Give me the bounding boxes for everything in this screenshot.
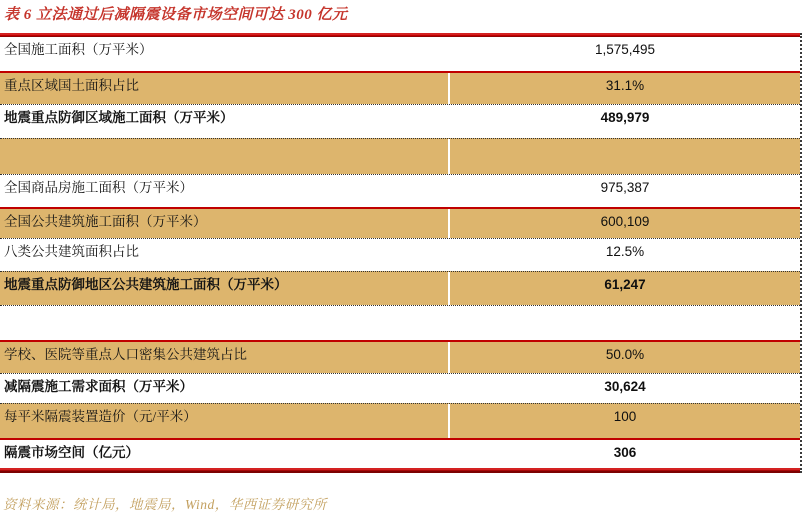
table-row	[0, 271, 800, 305]
row-label	[0, 306, 448, 340]
row-value: 1,575,495	[448, 37, 800, 71]
row-label: 地震重点防御地区公共建筑施工面积（万平米）	[4, 277, 288, 292]
row-label: 八类公共建筑面积占比	[4, 244, 139, 259]
table-row	[0, 373, 800, 403]
table-row	[0, 37, 800, 71]
row-label: 全国商品房施工面积（万平米）	[4, 180, 193, 195]
row-label: 学校、医院等重点人口密集公共建筑占比	[4, 347, 247, 362]
table-title: 表 6 立法通过后减隔震设备市场空间可达 300 亿元	[4, 7, 348, 23]
table-row	[0, 207, 800, 238]
row-label	[0, 139, 448, 174]
row-label: 每平米隔震装置造价（元/平米）	[4, 409, 197, 424]
table-row	[0, 238, 800, 271]
row-value: 30,624	[448, 374, 800, 403]
row-value: 489,979	[448, 105, 800, 138]
row-label: 重点区域国土面积占比	[4, 78, 139, 93]
row-value: 61,247	[448, 272, 800, 305]
table-rows	[0, 37, 800, 468]
table-bottom-border	[0, 468, 800, 473]
row-value: 12.5%	[448, 239, 800, 271]
table-row	[0, 403, 800, 438]
source-note: 资料来源：统计局，地震局，Wind，华西证券研究所	[3, 497, 327, 512]
table-row	[0, 305, 800, 340]
table-row	[0, 71, 800, 104]
row-value: 975,387	[448, 175, 800, 207]
row-label: 全国公共建筑施工面积（万平米）	[4, 214, 207, 229]
row-value: 100	[448, 404, 800, 438]
table-row	[0, 340, 800, 373]
row-value	[448, 139, 800, 174]
data-table	[0, 33, 802, 473]
row-value: 31.1%	[448, 73, 800, 104]
row-value: 306	[448, 440, 800, 468]
table-row	[0, 174, 800, 207]
table-row	[0, 104, 800, 138]
row-label: 减隔震施工需求面积（万平米）	[4, 379, 193, 394]
row-label: 地震重点防御区域施工面积（万平米）	[4, 110, 234, 125]
row-value: 600,109	[448, 209, 800, 238]
row-label: 全国施工面积（万平米）	[4, 42, 153, 57]
row-value	[448, 306, 800, 340]
table-row	[0, 138, 800, 174]
table-row	[0, 438, 800, 468]
row-label: 隔震市场空间（亿元）	[4, 445, 139, 460]
row-value: 50.0%	[448, 342, 800, 373]
